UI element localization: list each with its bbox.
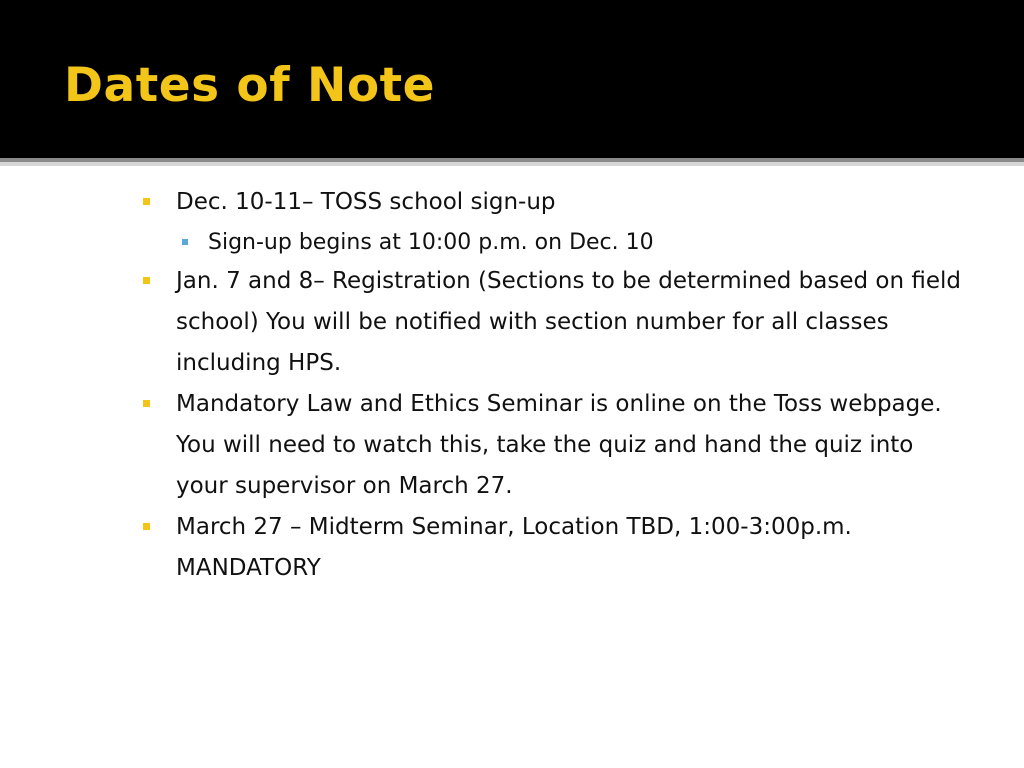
bullet-item-law-ethics-seminar (142, 384, 962, 507)
square-bullet-icon (143, 400, 150, 407)
square-bullet-icon (143, 523, 150, 530)
square-bullet-icon (143, 198, 150, 205)
bullet-text: Jan. 7 and 8– Registration (Sections to be determined based on field school) You will be notified with section number for all classes including HPS. (176, 268, 961, 376)
title-divider-shadow (0, 162, 1024, 166)
sub-bullet-item-sign-up-time (176, 225, 962, 261)
square-sub-bullet-icon (182, 239, 188, 245)
bullet-item-registration (142, 261, 962, 384)
bullet-text: Mandatory Law and Ethics Seminar is online on the Toss webpage. You will need to watch this, take the quiz and hand the quiz into your supervisor on March 27. (176, 391, 942, 499)
slide-title: Dates of Note (64, 58, 435, 113)
bullet-text: Dec. 10-11– TOSS school sign-up (176, 189, 556, 215)
sub-bullet-text: Sign-up begins at 10:00 p.m. on Dec. 10 (208, 230, 654, 255)
bullet-list (142, 182, 962, 589)
bullet-item-sign-up (142, 182, 962, 261)
bullet-item-midterm-seminar (142, 507, 962, 589)
square-bullet-icon (143, 277, 150, 284)
sub-bullet-list (176, 225, 962, 261)
bullet-text: March 27 – Midterm Seminar, Location TBD, 1:00-3:00p.m. MANDATORY (176, 514, 852, 581)
